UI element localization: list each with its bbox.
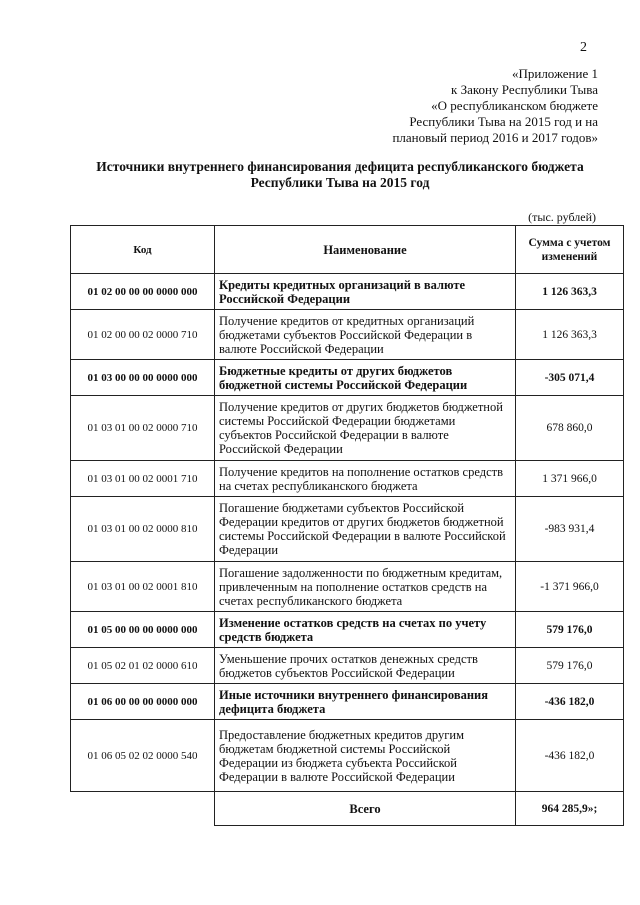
row-sum: 1 126 363,3 bbox=[516, 274, 624, 310]
row-code: 01 03 01 00 02 0000 710 bbox=[71, 396, 215, 461]
row-name: Кредиты кредитных организаций в валюте Российской Федерации bbox=[215, 274, 516, 310]
appendix-line: плановый период 2016 и 2017 годов» bbox=[392, 130, 598, 145]
units-label: (тыс. рублей) bbox=[528, 210, 596, 224]
row-sum: -436 182,0 bbox=[516, 720, 624, 792]
table-row bbox=[71, 497, 624, 562]
header-sum: Сумма с учетом изменений bbox=[516, 226, 624, 274]
row-code: 01 02 00 00 02 0000 710 bbox=[71, 310, 215, 360]
row-name: Предоставление бюджетных кредитов другим бюджетам бюджетной системы Российской Федерации из бюджета субъекта Российской Федерации в валюте Российской Федерации bbox=[215, 720, 516, 792]
title-line-1: Источники внутреннего финансирования дефицита республиканского бюджета bbox=[96, 159, 584, 174]
appendix-line: «Приложение 1 bbox=[511, 66, 598, 81]
table-row bbox=[71, 310, 624, 360]
total-label: Всего bbox=[215, 792, 516, 826]
row-code: 01 03 00 00 00 0000 000 bbox=[71, 360, 215, 396]
row-code: 01 03 01 00 02 0001 710 bbox=[71, 461, 215, 497]
row-name: Получение кредитов от других бюджетов бюджетной системы Российской Федерации бюджетами субъектов Российской Федерации в валюте Российской Федерации bbox=[215, 396, 516, 461]
row-name: Получение кредитов на пополнение остатков средств на счетах республиканского бюджета bbox=[215, 461, 516, 497]
table-row bbox=[71, 684, 624, 720]
table-row bbox=[71, 648, 624, 684]
row-sum: -305 071,4 bbox=[516, 360, 624, 396]
total-sum: 964 285,9»; bbox=[516, 792, 624, 826]
row-sum: -983 931,4 bbox=[516, 497, 624, 562]
row-name: Погашение задолженности по бюджетным кредитам, привлеченным на пополнение остатков средств на счетах республиканского бюджета bbox=[215, 562, 516, 612]
row-sum: -436 182,0 bbox=[516, 684, 624, 720]
row-sum: 678 860,0 bbox=[516, 396, 624, 461]
row-code: 01 02 00 00 00 0000 000 bbox=[71, 274, 215, 310]
header-code: Код bbox=[71, 226, 215, 274]
header-name: Наименование bbox=[215, 226, 516, 274]
total-row bbox=[71, 792, 624, 826]
row-name: Уменьшение прочих остатков денежных средств бюджетов субъектов Российской Федерации bbox=[215, 648, 516, 684]
row-code: 01 03 01 00 02 0001 810 bbox=[71, 562, 215, 612]
total-empty-cell bbox=[71, 792, 215, 826]
table-row bbox=[71, 274, 624, 310]
page-number: 2 bbox=[580, 40, 587, 55]
table-row bbox=[71, 562, 624, 612]
financing-sources-table bbox=[70, 225, 624, 826]
row-code: 01 05 02 01 02 0000 610 bbox=[71, 648, 215, 684]
row-sum: 579 176,0 bbox=[516, 612, 624, 648]
table-row bbox=[71, 461, 624, 497]
row-code: 01 03 01 00 02 0000 810 bbox=[71, 497, 215, 562]
row-sum: 1 126 363,3 bbox=[516, 310, 624, 360]
appendix-line: к Закону Республики Тыва bbox=[451, 82, 598, 97]
row-name: Иные источники внутреннего финансирования дефицита бюджета bbox=[215, 684, 516, 720]
row-sum: 579 176,0 bbox=[516, 648, 624, 684]
row-code: 01 06 00 00 00 0000 000 bbox=[71, 684, 215, 720]
appendix-header bbox=[298, 66, 598, 146]
title-line-2: Республики Тыва на 2015 год bbox=[250, 175, 430, 190]
table-row bbox=[71, 720, 624, 792]
row-code: 01 06 05 02 02 0000 540 bbox=[71, 720, 215, 792]
row-sum: -1 371 966,0 bbox=[516, 562, 624, 612]
row-name: Бюджетные кредиты от других бюджетов бюджетной системы Российской Федерации bbox=[215, 360, 516, 396]
row-name: Получение кредитов от кредитных организаций бюджетами субъектов Российской Федерации в валюте Российской Федерации bbox=[215, 310, 516, 360]
row-sum: 1 371 966,0 bbox=[516, 461, 624, 497]
appendix-line: «О республиканском бюджете bbox=[431, 98, 598, 113]
table-row bbox=[71, 396, 624, 461]
appendix-line: Республики Тыва на 2015 год и на bbox=[409, 114, 598, 129]
table-row bbox=[71, 360, 624, 396]
table-row bbox=[71, 612, 624, 648]
row-name: Погашение бюджетами субъектов Российской Федерации кредитов от других бюджетов бюджетной системы Российской Федерации в валюте Российской Федерации bbox=[215, 497, 516, 562]
document-title bbox=[60, 159, 620, 191]
row-name: Изменение остатков средств на счетах по учету средств бюджета bbox=[215, 612, 516, 648]
row-code: 01 05 00 00 00 0000 000 bbox=[71, 612, 215, 648]
